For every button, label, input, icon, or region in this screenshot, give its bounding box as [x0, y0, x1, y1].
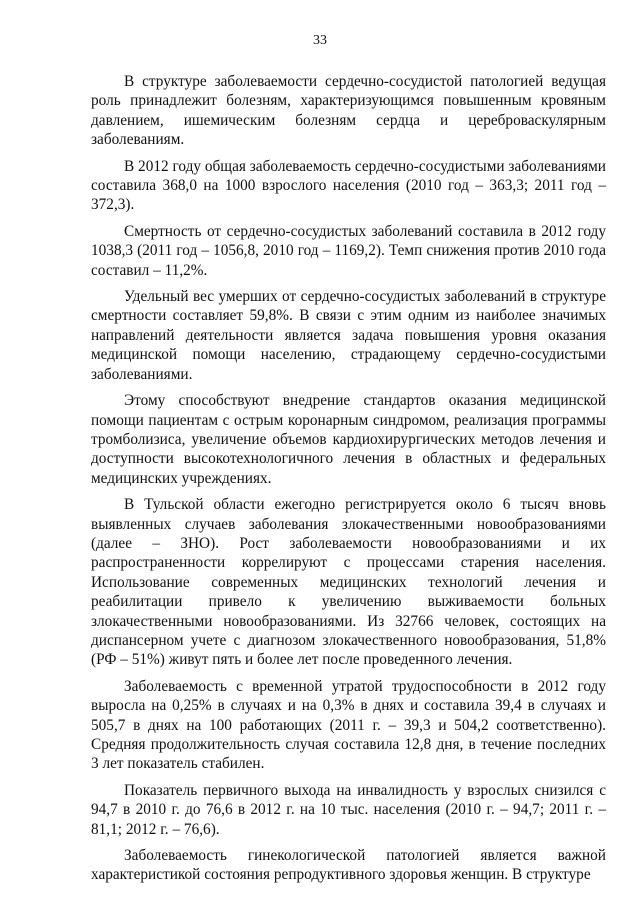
paragraph-care-standards: Этому способствуют внедрение стандартов оказания медицинской помощи пациентам с острым коронарным синдромом, реализация программы тромболизиса, увеличение объемов кардиохирургических методов лечения и доступности высокотехнологичного лечения в областных и федеральных медицинских учреждениях. — [91, 392, 606, 487]
page-number: 33 — [313, 33, 327, 48]
paragraph-oncology: В Тульской области ежегодно регистрируется около 6 тысяч вновь выявленных случаев заболевания злокачественными новообразованиями (далее – ЗНО). Рост заболеваемости новообразованиями и их распространенности коррелируют с процессами старения населения. Использование современных медицинских технологий лечения и реабилитации привело к увеличению выживаемости больных злокачественными новообразованиями. Из 32766 человек, состоящих на диспансерном учете с диагнозом злокачественного новообразования, 51,8% (РФ – 51%) живут пять и более лет после проведенного лечения. — [91, 496, 606, 669]
paragraph-mortality-share: Удельный вес умерших от сердечно-сосудистых заболеваний в структуре смертности составляет 59,8%. В связи с этим одним из наиболее значимых направлений деятельности является задача повышения уровня оказания медицинской помощи населению, страдающему сердечно-сосудистыми заболеваниями. — [91, 288, 606, 383]
paragraph-temporary-disability: Заболеваемость с временной утратой трудоспособности в 2012 году выросла на 0,25% в случаях и на 0,3% в днях и составила 39,4 в случаях и 505,7 в днях на 100 работающих (2011 г. – 39,3 и 504,2 соответственно). Средняя продолжительность случая составила 12,8 дня, в течение последних 3 лет показатель стабилен. — [91, 677, 606, 773]
paragraph-disability-rate: Показатель первичного выхода на инвалидность у взрослых снизился с 94,7 в 2010 г. до 76,6 в 2012 г. на 10 тыс. населения (2010 г. – 94,7; 2011 г. – 81,1; 2012 г. – 76,6). — [91, 781, 606, 838]
paragraph-gynecology: Заболеваемость гинекологической патологией является важной характеристикой состояния репродуктивного здоровья женщин. В структуре — [91, 847, 606, 884]
paragraph-cardiovascular-incidence: В 2012 году общая заболеваемость сердечно-сосудистыми заболеваниями составила 368,0 на 1000 взрослого населения (2010 год – 363,3; 2011 год – 372,3). — [91, 157, 606, 214]
paragraph-cardiovascular-structure: В структуре заболеваемости сердечно-сосудистой патологией ведущая роль принадлежит болезням, характеризующимся повышенным кровяным давлением, ишемическим болезням сердца и цереброваскулярным заболеваниям. — [91, 73, 606, 149]
body-text — [91, 72, 606, 888]
paragraph-cardiovascular-mortality: Смертность от сердечно-сосудистых заболеваний составила в 2012 году 1038,3 (2011 год – 1056,8, 2010 год – 1169,2). Темп снижения против 2010 года составил – 11,2%. — [91, 222, 606, 279]
